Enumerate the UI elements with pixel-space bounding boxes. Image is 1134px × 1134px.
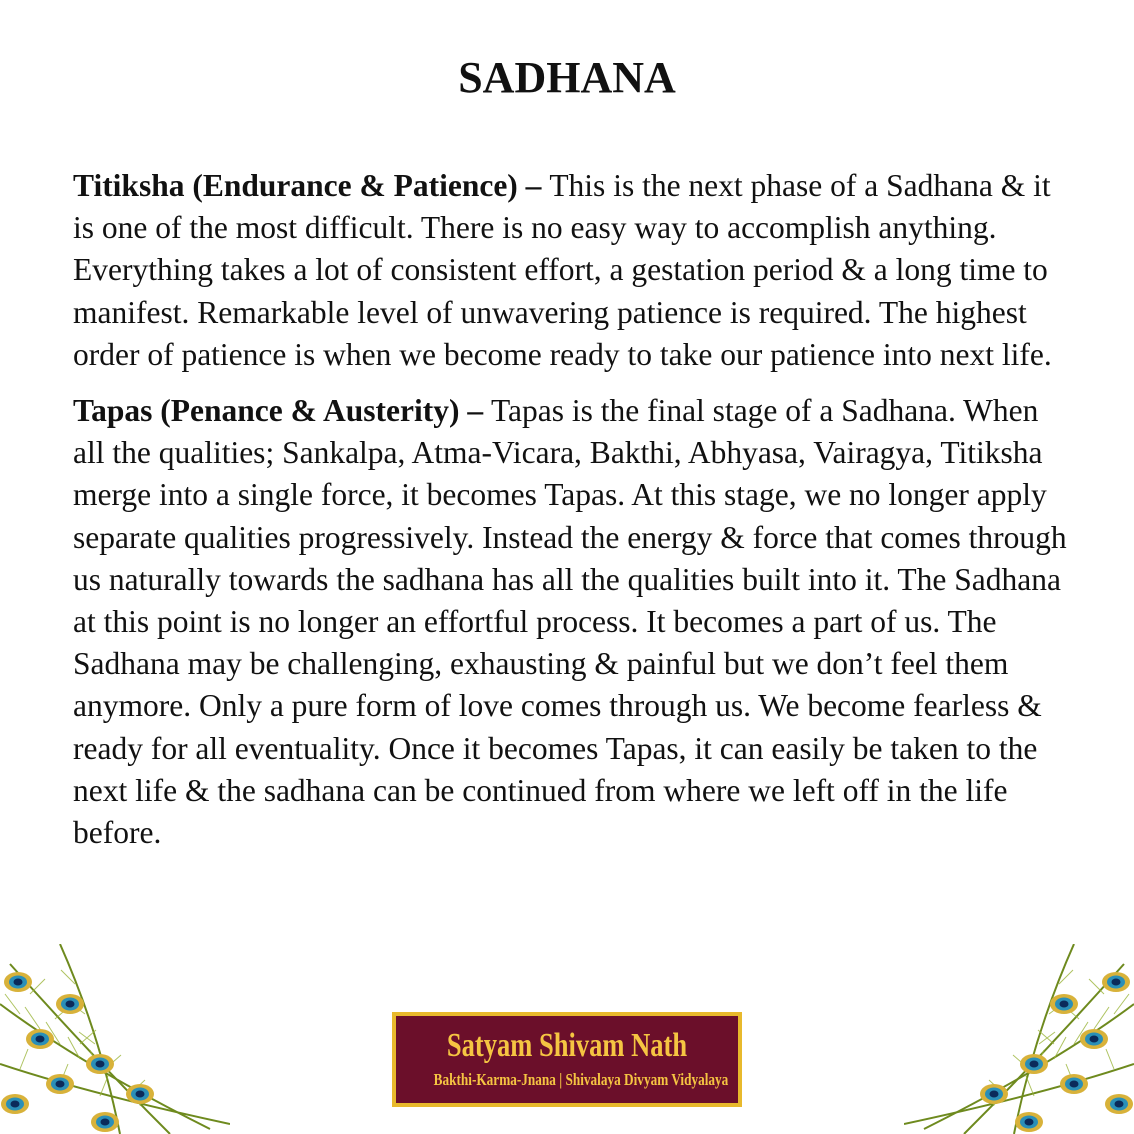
- paragraph-heading: Titiksha (Endurance & Patience) –: [73, 168, 550, 203]
- paragraph-tapas: [73, 390, 1073, 854]
- paragraph-heading: Tapas (Penance & Austerity) –: [73, 393, 491, 429]
- logo-name: Satyam Shivam Nath: [446, 1027, 688, 1064]
- peacock-feather-icon: [904, 944, 1134, 1134]
- paragraph-text: Tapas is the final stage of a Sadhana. When all the qualities; Sankalpa, Atma-Vicara, Bakthi, Abhyasa, Vairagya, Titiksha merge into a single force, it becomes Tapas. At this stage, we no longer apply separate qualities progressively. Instead the energy & force that comes through us naturally towards the sadhana has all the qualities built into it. The Sadhana at this point is no longer an effortful process. It becomes a part of us. The Sadhana may be challenging, exhausting & painful but we don’t feel them anymore. Only a pure form of love comes through us. We become fearless & ready for all eventuality. Once it becomes Tapas, it can easily be taken to the next life & the sadhana can be continued from where we left off in the life before.: [73, 393, 1067, 851]
- peacock-feather-icon: [0, 944, 230, 1134]
- page-title: SADHANA: [458, 53, 676, 102]
- paragraph-text: This is the next phase of a Sadhana & it is one of the most difficult. There is no easy way to accomplish anything. Everything takes a lot of consistent effort, a gestation period & a long time to manifest. Remarkable level of unwavering patience is required. The highest order of patience is when we become ready to take our patience into next life.: [73, 168, 1052, 372]
- logo-tagline: Bakthi-Karma-Jnana | Shivalaya Divyam Vidyalaya: [433, 1070, 729, 1089]
- article-body: [73, 165, 1073, 868]
- paragraph-titiksha: [73, 165, 1073, 376]
- brand-logo: [392, 1012, 742, 1107]
